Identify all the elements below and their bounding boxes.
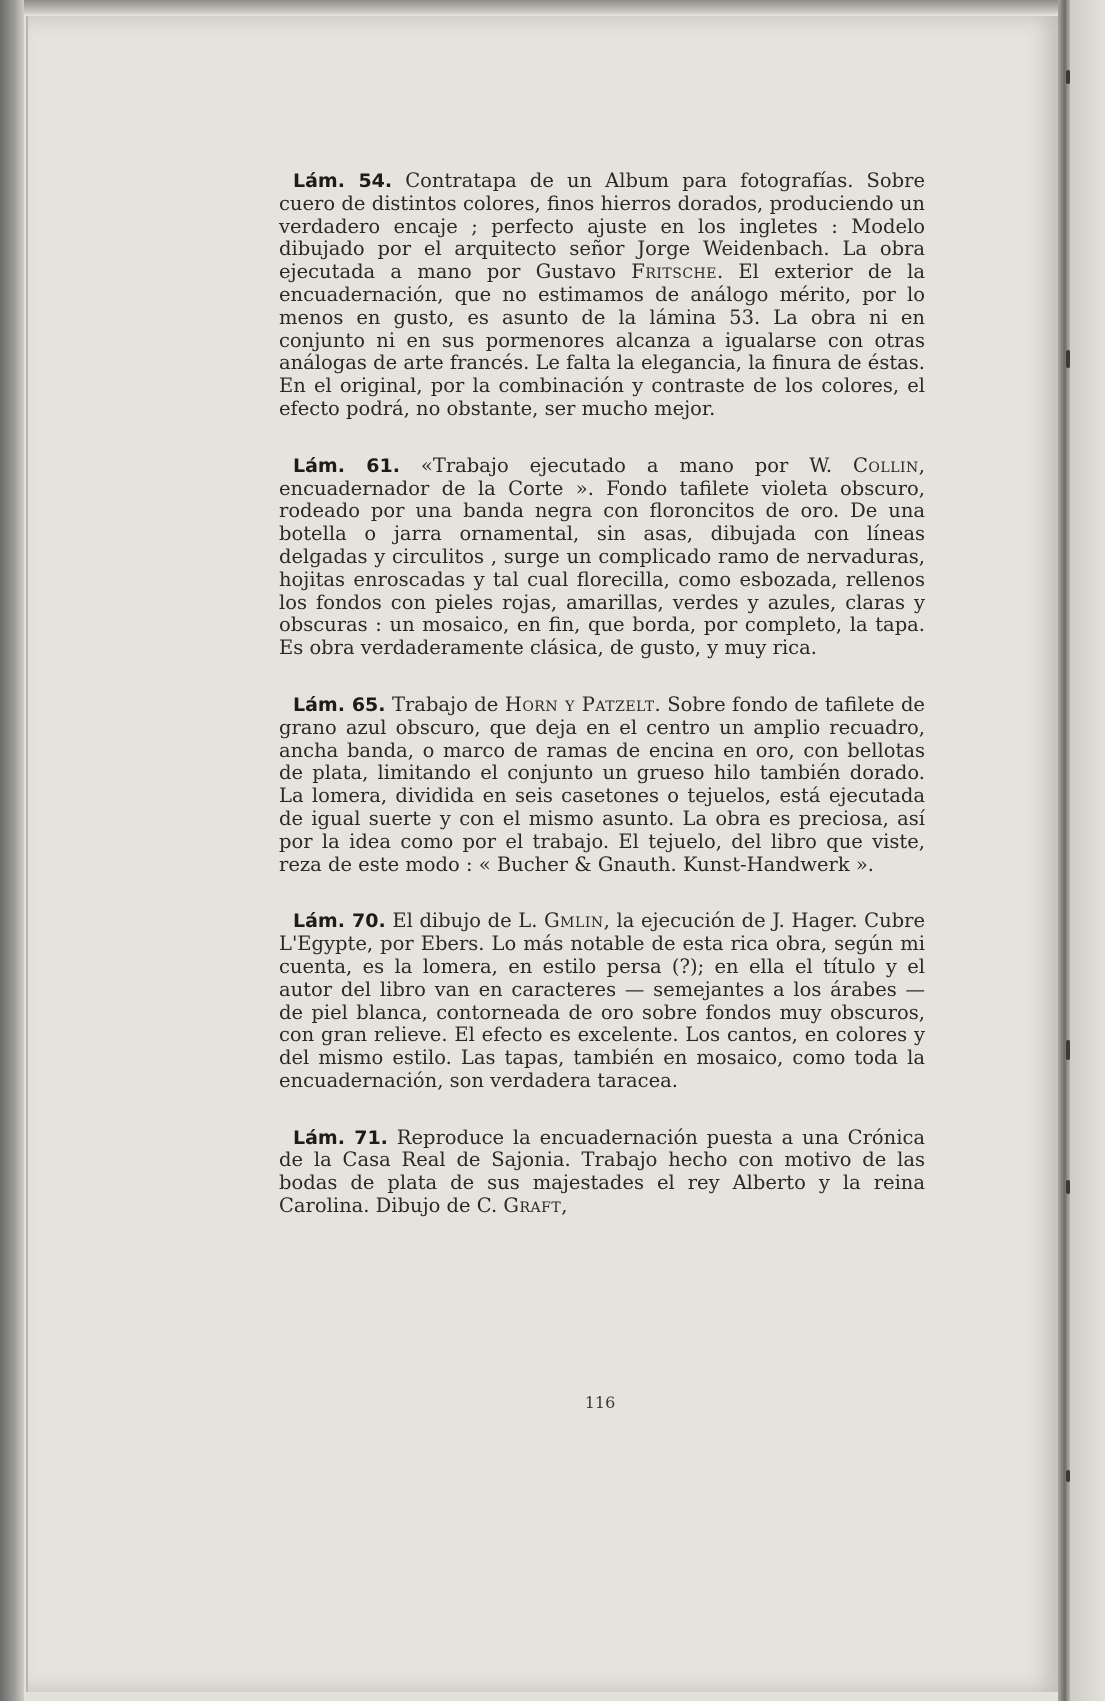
plate-reference: Lám. 61. — [293, 454, 400, 477]
margin-mark — [1066, 1180, 1070, 1194]
small-caps-name: Collin — [853, 453, 919, 477]
plate-reference: Lám. 70. — [293, 910, 386, 933]
entry-text: Contratapa de un Album para fotografías. Sobre cuero de distintos colores, finos hierros dorados, produciendo un verdadero encaje ; perfecto ajuste en los ingletes : Modelo dibujado por el arquitecto señor Jorge Weidenbach. La obra ejecutada a mano por Gustavo — [279, 169, 926, 284]
entry-text-continued: . El exterior de la encuadernación, que no estimamos de análogo mérito, por lo menos en gusto, es asunto de la lámina 53. La obra ni en conjunto ni en sus pormenores alcanza a igualarse con otras análogas de arte francés. Le falta la elegancia, la finura de éstas. En el original, por la combinación y contraste de los colores, el efecto podrá, no obstante, ser mucho mejor. — [279, 260, 925, 420]
entry-text: El dibujo de L. — [392, 909, 545, 933]
entry-text-continued: , encuadernador de la Corte ». Fondo tafilete violeta obscuro, rodeado por una banda negra con floroncitos de oro. De una botella o jarra ornamental, sin asas, dibujada con líneas delgadas y circulitos , surge un complicado ramo de nervaduras, hojitas enroscadas y tal cual florecilla, como esbozada, rellenos los fondos con pieles rojas, amarillas, verdes y azules, claras y obscuras : un mosaico, en fin, que borda, por completo, la tapa. Es obra verdaderamente clásica, de gusto, y muy rica. — [279, 453, 925, 660]
margin-mark — [1066, 1040, 1070, 1060]
page-number: 116 — [584, 1393, 616, 1412]
book-gutter — [1058, 0, 1070, 1701]
entry-text: Trabajo de — [391, 692, 505, 716]
plate-entry — [279, 694, 925, 876]
small-caps-name: Gmlin — [544, 909, 604, 933]
entry-text: «Trabajo ejecutado a mano por W. — [420, 453, 854, 477]
plate-reference: Lám. 71. — [293, 1126, 388, 1149]
margin-mark — [1066, 70, 1070, 84]
entry-text-continued: , — [561, 1194, 568, 1218]
small-caps-name: Graft — [503, 1194, 562, 1218]
margin-mark — [1066, 1470, 1070, 1482]
margin-mark — [1066, 350, 1070, 368]
facing-page-edge — [1070, 0, 1105, 1701]
entry-text-continued: . Sobre fondo de tafilete de grano azul obscuro, que deja en el centro un amplio recuadro, ancha banda, o marco de ramas de encina en oro, con bellotas de plata, limitando el conjunto un grueso hilo también dorado. La lomera, dividida en seis casetones o tejuelos, está ejecutada de igual suerte y con el mismo asunto. La obra es preciosa, así por la idea como por el trabajo. El tejuelo, del libro que viste, reza de este modo : « Bucher & Gnauth. Kunst-Handwerk ». — [279, 692, 925, 876]
plate-reference: Lám. 65. — [293, 693, 386, 716]
scan-top-edge — [0, 0, 1105, 14]
plate-reference: Lám. 54. — [293, 170, 393, 192]
small-caps-name: Fritsche — [631, 260, 717, 284]
scan-left-edge — [0, 0, 24, 1701]
small-caps-name: Horn y Patzelt — [504, 692, 655, 716]
plate-entry — [279, 910, 925, 1092]
entry-text: Reproduce la encuadernación puesta a una Crónica de la Casa Real de Sajonia. Trabajo hecho con motivo de las bodas de plata de sus majestades el rey Alberto y la reina Carolina. Dibujo de C. — [279, 1125, 926, 1218]
body-text — [279, 170, 925, 1252]
plate-entry — [279, 1127, 925, 1218]
plate-entry — [279, 170, 925, 421]
plate-entry — [279, 455, 925, 660]
entry-text-continued: , la ejecución de J. Hager. Cubre L'Egypte, por Ebers. Lo más notable de esta rica obra, según mi cuenta, es la lomera, en estilo persa (?); en ella el título y el autor del libro van en caracteres — semejantes a los árabes — de piel blanca, contorneada de oro sobre fondos muy obscuros, con gran relieve. El efecto es excelente. Los cantos, en colores y del mismo estilo. Las tapas, también en mosaico, como toda la encuadernación, son verdadera taracea. — [279, 909, 925, 1092]
